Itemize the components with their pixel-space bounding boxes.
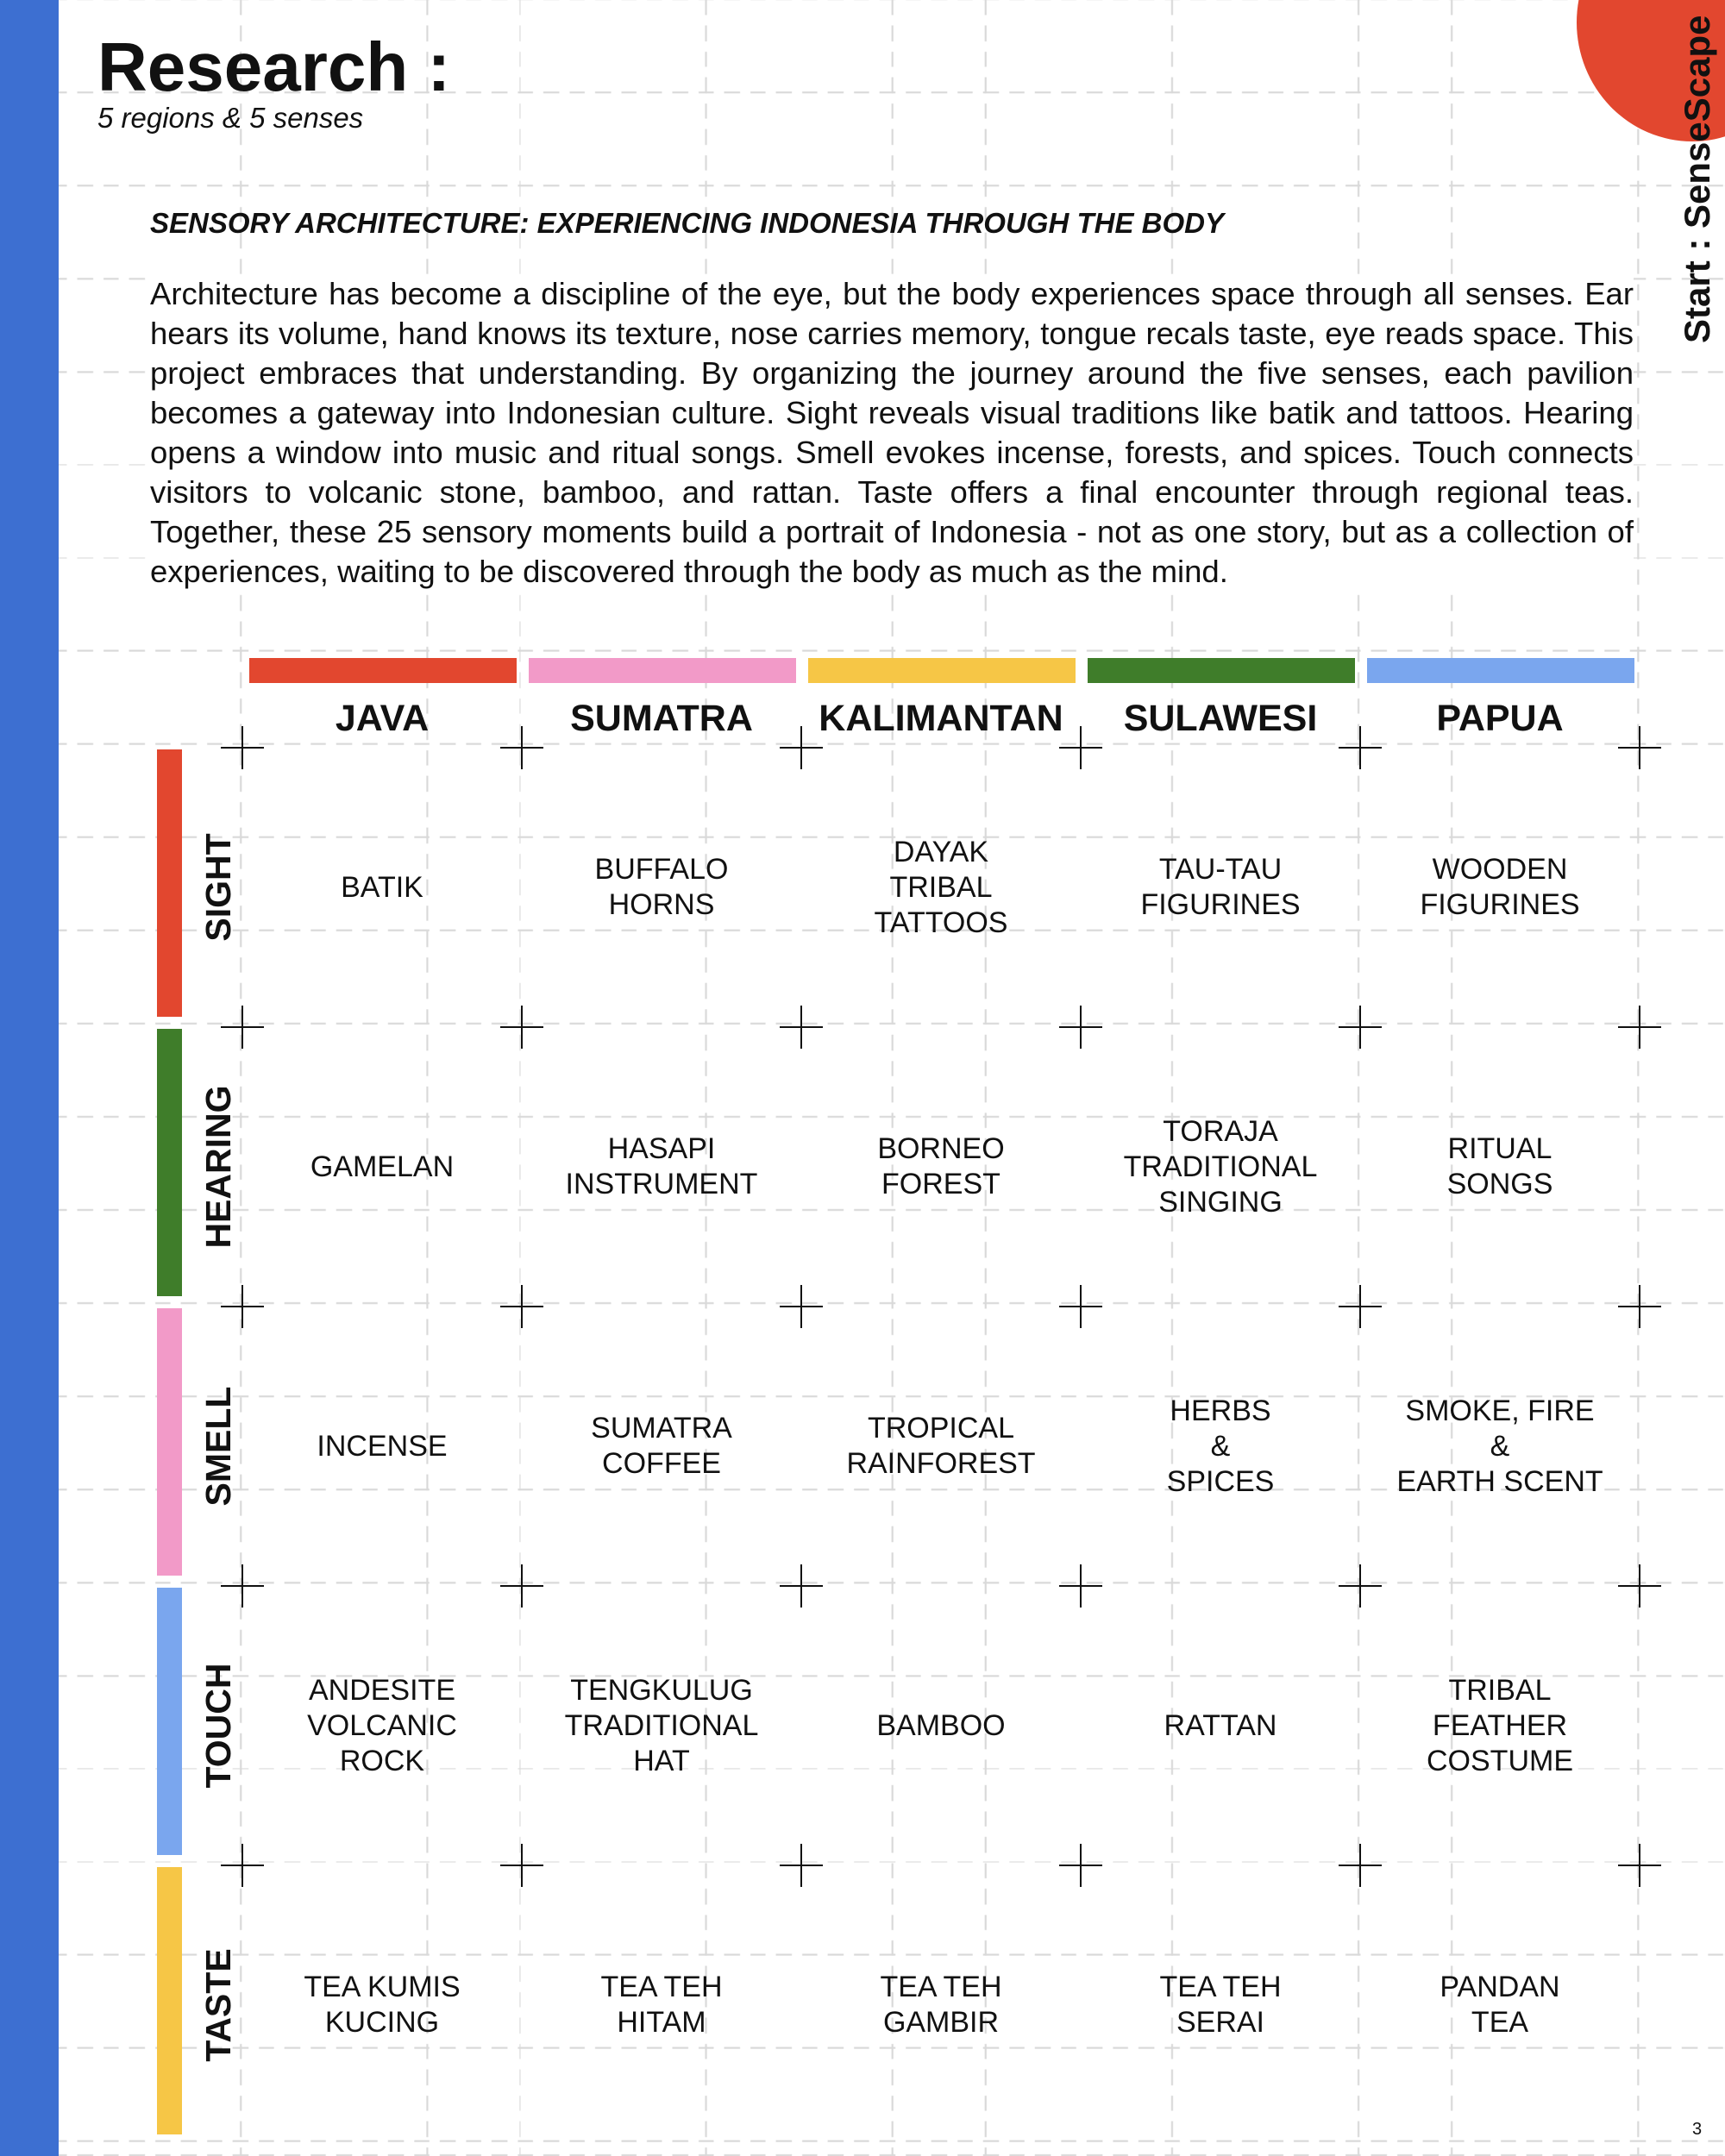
grid-cell-touch-papua: TRIBAL FEATHER COSTUME (1427, 1673, 1573, 1777)
grid-cross-marker (1339, 726, 1382, 769)
grid-cross-marker (1059, 1844, 1102, 1887)
region-color-bar (529, 658, 796, 683)
grid-cross-marker (500, 726, 543, 769)
grid-cross-marker (1618, 1285, 1661, 1328)
grid-cross-marker (1339, 1006, 1382, 1049)
grid-cell-sight-java: BATIK (341, 870, 423, 904)
grid-cell-taste-sulawesi: TEA TEH SERAI (1159, 1971, 1282, 2039)
grid-cross-marker (1059, 726, 1102, 769)
grid-cross-marker (1339, 1285, 1382, 1328)
region-color-bar (808, 658, 1076, 683)
region-label-papua: PAPUA (1436, 698, 1564, 739)
region-label-sulawesi: SULAWESI (1123, 698, 1318, 739)
grid-cell-hearing-java: GAMELAN (310, 1150, 455, 1183)
grid-cross-marker (500, 1006, 543, 1049)
region-color-bar (249, 658, 517, 683)
grid-cell-touch-sulawesi: RATTAN (1164, 1708, 1277, 1742)
side-title: Start : SenseScape (1677, 15, 1717, 343)
grid-cross-marker (500, 1564, 543, 1608)
region-label-java: JAVA (335, 698, 430, 739)
grid-cross-marker (221, 1564, 264, 1608)
grid-cell-sight-kalimantan: DAYAK TRIBAL TATTOOS (874, 835, 1008, 939)
sense-color-bar (157, 1308, 182, 1576)
grid-cross-marker (1339, 1564, 1382, 1608)
region-label-kalimantan: KALIMANTAN (819, 698, 1063, 739)
grid-cell-smell-papua: SMOKE, FIRE & EARTH SCENT (1396, 1394, 1603, 1498)
section-heading: SENSORY ARCHITECTURE: EXPERIENCING INDONESIA THROUGH THE BODY (150, 207, 1224, 239)
grid-cell-taste-papua: PANDAN TEA (1440, 1971, 1560, 2039)
sense-label-hearing: HEARING (198, 1085, 238, 1249)
grid-cell-sight-sumatra: BUFFALO HORNS (594, 853, 729, 921)
sense-label-smell: SMELL (198, 1386, 238, 1507)
grid-cross-marker (1618, 726, 1661, 769)
grid-cross-marker (780, 1285, 823, 1328)
grid-cell-smell-kalimantan: TROPICAL RAINFOREST (846, 1412, 1036, 1480)
grid-cell-touch-kalimantan: BAMBOO (876, 1708, 1006, 1742)
grid-cell-hearing-kalimantan: BORNEO FOREST (877, 1132, 1005, 1200)
sense-label-sight: SIGHT (198, 833, 238, 942)
sense-color-bar (157, 1029, 182, 1296)
region-color-bar (1367, 658, 1634, 683)
grid-cell-smell-java: INCENSE (317, 1429, 448, 1463)
page-subtitle: 5 regions & 5 senses (97, 102, 364, 134)
grid-cross-marker (221, 1285, 264, 1328)
grid-cross-marker (500, 1285, 543, 1328)
grid-cell-taste-kalimantan: TEA TEH GAMBIR (880, 1971, 1002, 2039)
grid-cell-taste-java: TEA KUMIS KUCING (304, 1971, 461, 2039)
grid-cross-marker (221, 726, 264, 769)
region-color-bar (1088, 658, 1355, 683)
grid-cross-marker (780, 1006, 823, 1049)
sense-color-bar (157, 749, 182, 1017)
sense-label-taste: TASTE (198, 1948, 238, 2062)
grid-cell-taste-sumatra: TEA TEH HITAM (600, 1971, 723, 2039)
grid-cross-marker (221, 1006, 264, 1049)
grid-cross-marker (500, 1844, 543, 1887)
grid-cell-hearing-sumatra: HASAPI INSTRUMENT (565, 1132, 758, 1200)
grid-cross-marker (780, 1844, 823, 1887)
grid-cross-marker (221, 1844, 264, 1887)
page-number: 3 (1692, 2120, 1703, 2139)
grid-cell-hearing-papua: RITUAL SONGS (1446, 1132, 1553, 1200)
intro-paragraph: Architecture has become a discipline of the eye, but the body experiences space through all senses. Ear hears its volume, hand knows its texture, nose carries memory, tongue recals taste, eye reads space. This project embraces that understanding. By organizing the journey around the five senses, each pavilion becomes a gateway into Indonesian culture. Sight reveals visual traditions like batik and tattoos. Hearing opens a window into music and ritual songs. Smell evokes incense, forests, and spices. Touch connects visitors to volcanic stone, bamboo, and rattan. Taste offers a final encounter through regional teas. Together, these 25 sensory moments build a portrait of Indonesia - not as one story, but as a collection of experiences, waiting to be discovered through the body as much as the mind. (150, 274, 1634, 592)
grid-cross-marker (1059, 1564, 1102, 1608)
sense-color-bar (157, 1867, 182, 2134)
grid-cross-marker (1618, 1006, 1661, 1049)
grid-cross-marker (1059, 1285, 1102, 1328)
grid-cell-sight-sulawesi: TAU-TAU FIGURINES (1140, 853, 1301, 921)
grid-cell-sight-papua: WOODEN FIGURINES (1420, 853, 1580, 921)
grid-cross-marker (1618, 1844, 1661, 1887)
grid-cross-marker (1618, 1564, 1661, 1608)
sense-label-touch: TOUCH (198, 1663, 238, 1789)
grid-cell-smell-sumatra: SUMATRA COFFEE (591, 1412, 732, 1480)
grid-cross-marker (780, 1564, 823, 1608)
grid-cross-marker (1339, 1844, 1382, 1887)
region-label-sumatra: SUMATRA (570, 698, 753, 739)
sense-color-bar (157, 1588, 182, 1855)
grid-cell-touch-sumatra: TENGKULUG TRADITIONAL HAT (564, 1673, 759, 1777)
grid-cell-touch-java: ANDESITE VOLCANIC ROCK (307, 1673, 457, 1777)
grid-cross-marker (780, 726, 823, 769)
left-accent-bar (0, 0, 59, 2156)
page-title: Research : (97, 28, 451, 105)
grid-cell-smell-sulawesi: HERBS & SPICES (1166, 1394, 1275, 1498)
grid-cross-marker (1059, 1006, 1102, 1049)
grid-cell-hearing-sulawesi: TORAJA TRADITIONAL SINGING (1123, 1114, 1318, 1219)
